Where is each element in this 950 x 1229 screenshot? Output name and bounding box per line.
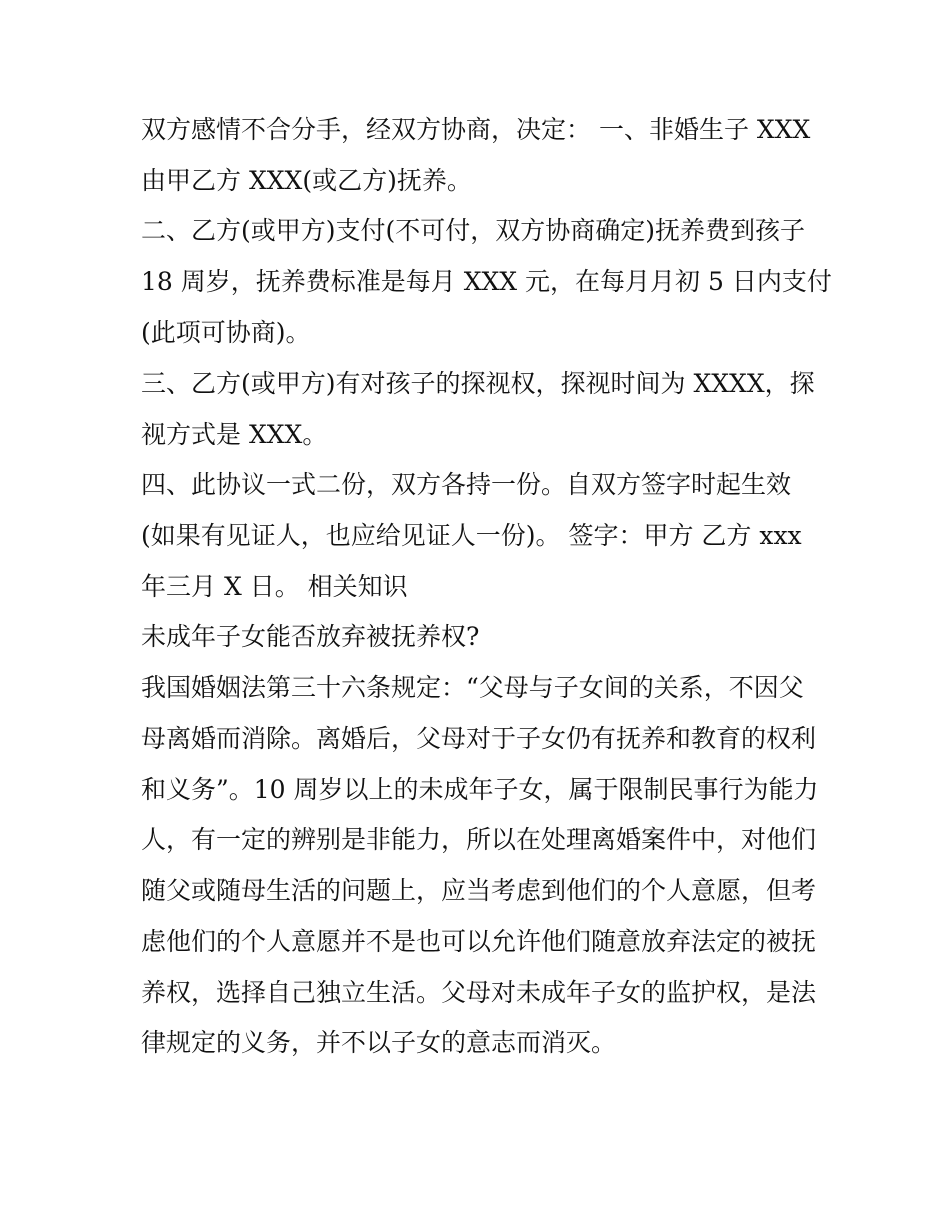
text-line-14: 和义务”。10 周岁以上的未成年子女，属于限制民事行为能力 xyxy=(141,775,819,804)
text-line-4: 18 周岁，抚养费标准是每月 XXX 元，在每月月初 5 日内支付 xyxy=(141,267,832,296)
section-heading: 未成年子女能否放弃被抚养权? xyxy=(141,622,480,651)
text-line-3: 二、乙方(或甲方)支付(不可付，双方协商确定)抚养费到孩子 xyxy=(141,216,806,245)
text-line-16: 随父或随母生活的问题上，应当考虑到他们的个人意愿，但考 xyxy=(141,876,817,905)
text-line-15: 人，有一定的辨别是非能力，所以在处理离婚案件中，对他们 xyxy=(141,825,817,854)
text-line-13: 母离婚而消除。离婚后，父母对于子女仍有抚养和教育的权利 xyxy=(141,724,817,753)
text-line-1: 双方感情不合分手，经双方协商，决定： 一、非婚生子 XXX xyxy=(141,115,811,144)
text-line-5: (此项可协商)。 xyxy=(141,318,311,347)
text-line-10: 年三月 X 日。 相关知识 xyxy=(141,572,408,601)
text-line-12: 我国婚姻法第三十六条规定：“父母与子女间的关系，不因父 xyxy=(141,673,804,702)
text-line-2: 由甲乙方 XXX(或乙方)抚养。 xyxy=(141,166,472,195)
text-line-6: 三、乙方(或甲方)有对孩子的探视权，探视时间为 XXXX，探 xyxy=(141,369,815,398)
text-line-19: 律规定的义务，并不以子女的意志而消灭。 xyxy=(141,1028,617,1057)
text-line-17: 虑他们的个人意愿并不是也可以允许他们随意放弃法定的被抚 xyxy=(141,927,817,956)
text-line-7: 视方式是 XXX。 xyxy=(141,420,328,449)
text-line-8: 四、此协议一式二份，双方各持一份。自双方签字时起生效 xyxy=(141,470,792,499)
text-line-9: (如果有见证人，也应给见证人一份)。 签字：甲方 乙方 xxx xyxy=(141,521,802,550)
text-line-18: 养权，选择自己独立生活。父母对未成年子女的监护权，是法 xyxy=(141,978,817,1007)
